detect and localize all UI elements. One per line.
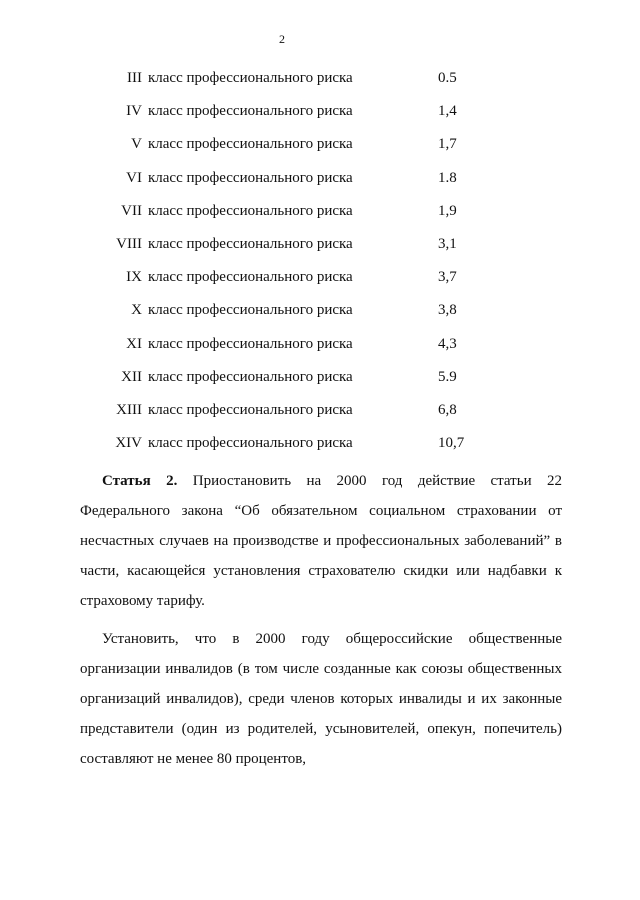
risk-row (94, 201, 494, 234)
risk-class-value: 4,3 (438, 335, 457, 352)
risk-class-label: класс профессионального риска (148, 70, 353, 86)
risk-class-value: 0.5 (438, 70, 457, 86)
risk-row (94, 101, 494, 134)
risk-class-value: 1,7 (438, 136, 457, 153)
risk-class-label: класс профессионального риска (148, 136, 353, 153)
page-number: 2 (279, 32, 285, 46)
risk-class-value: 6,8 (438, 401, 457, 418)
risk-class-value: 10,7 (438, 435, 465, 452)
body-text (80, 466, 562, 774)
risk-row (94, 400, 494, 433)
risk-row (94, 168, 494, 201)
risk-class-value: 3,7 (438, 269, 457, 286)
risk-class-number: IV (126, 103, 142, 120)
risk-row (94, 433, 494, 466)
risk-row (94, 68, 494, 101)
article-2-text: Приостановить на 2000 год действие статьи 22 Федерального закона “Об обязательном социальном страховании от несчастных случаев на производстве и профессиональных заболеваний” в части, касающейся установления страхователю скидки или надбавки к страховому тарифу. (80, 473, 563, 609)
risk-class-value: 1,9 (438, 202, 457, 219)
risk-class-number: XIII (116, 401, 142, 418)
article-2-paragraph (80, 466, 562, 616)
risk-class-number: V (131, 136, 142, 153)
risk-class-number: VI (126, 169, 142, 186)
risk-row (94, 334, 494, 367)
risk-class-number: III (127, 70, 142, 86)
risk-class-value: 5.9 (438, 368, 457, 385)
risk-row (94, 300, 494, 333)
risk-row (94, 234, 494, 267)
risk-class-number: IX (126, 269, 142, 286)
risk-class-label: класс профессионального риска (148, 202, 353, 219)
establish-paragraph: Установить, что в 2000 году общероссийские общественные организации инвалидов (в том числе созданные как союзы общественных организаций инвалидов), среди членов которых инвалиды и их законные представители (один из родителей, усыновителей, опекун, попечитель) составляют не менее 80 процентов, (80, 631, 562, 767)
risk-class-label: класс профессионального риска (148, 335, 353, 352)
risk-class-value: 1.8 (438, 169, 457, 186)
risk-class-number: XII (121, 368, 142, 385)
risk-class-value: 3,8 (438, 302, 457, 319)
risk-class-number: X (131, 302, 142, 319)
risk-class-number: XI (126, 335, 142, 352)
risk-class-label: класс профессионального риска (148, 368, 353, 385)
risk-row (94, 134, 494, 167)
risk-class-label: класс профессионального риска (148, 269, 353, 286)
risk-class-label: класс профессионального риска (148, 235, 353, 252)
risk-class-value: 3,1 (438, 235, 457, 252)
risk-row (94, 367, 494, 400)
article-2-heading: Статья 2. (102, 473, 178, 489)
risk-class-number: XIV (115, 435, 142, 452)
risk-class-value: 1,4 (438, 103, 457, 120)
risk-class-table (94, 68, 494, 466)
risk-class-label: класс профессионального риска (148, 302, 353, 319)
risk-row (94, 267, 494, 300)
risk-class-number: VII (121, 202, 142, 219)
risk-class-label: класс профессионального риска (148, 401, 353, 418)
risk-class-label: класс профессионального риска (148, 103, 353, 120)
risk-class-label: класс профессионального риска (148, 435, 353, 452)
risk-class-label: класс профессионального риска (148, 169, 353, 186)
risk-class-number: VIII (116, 235, 142, 252)
